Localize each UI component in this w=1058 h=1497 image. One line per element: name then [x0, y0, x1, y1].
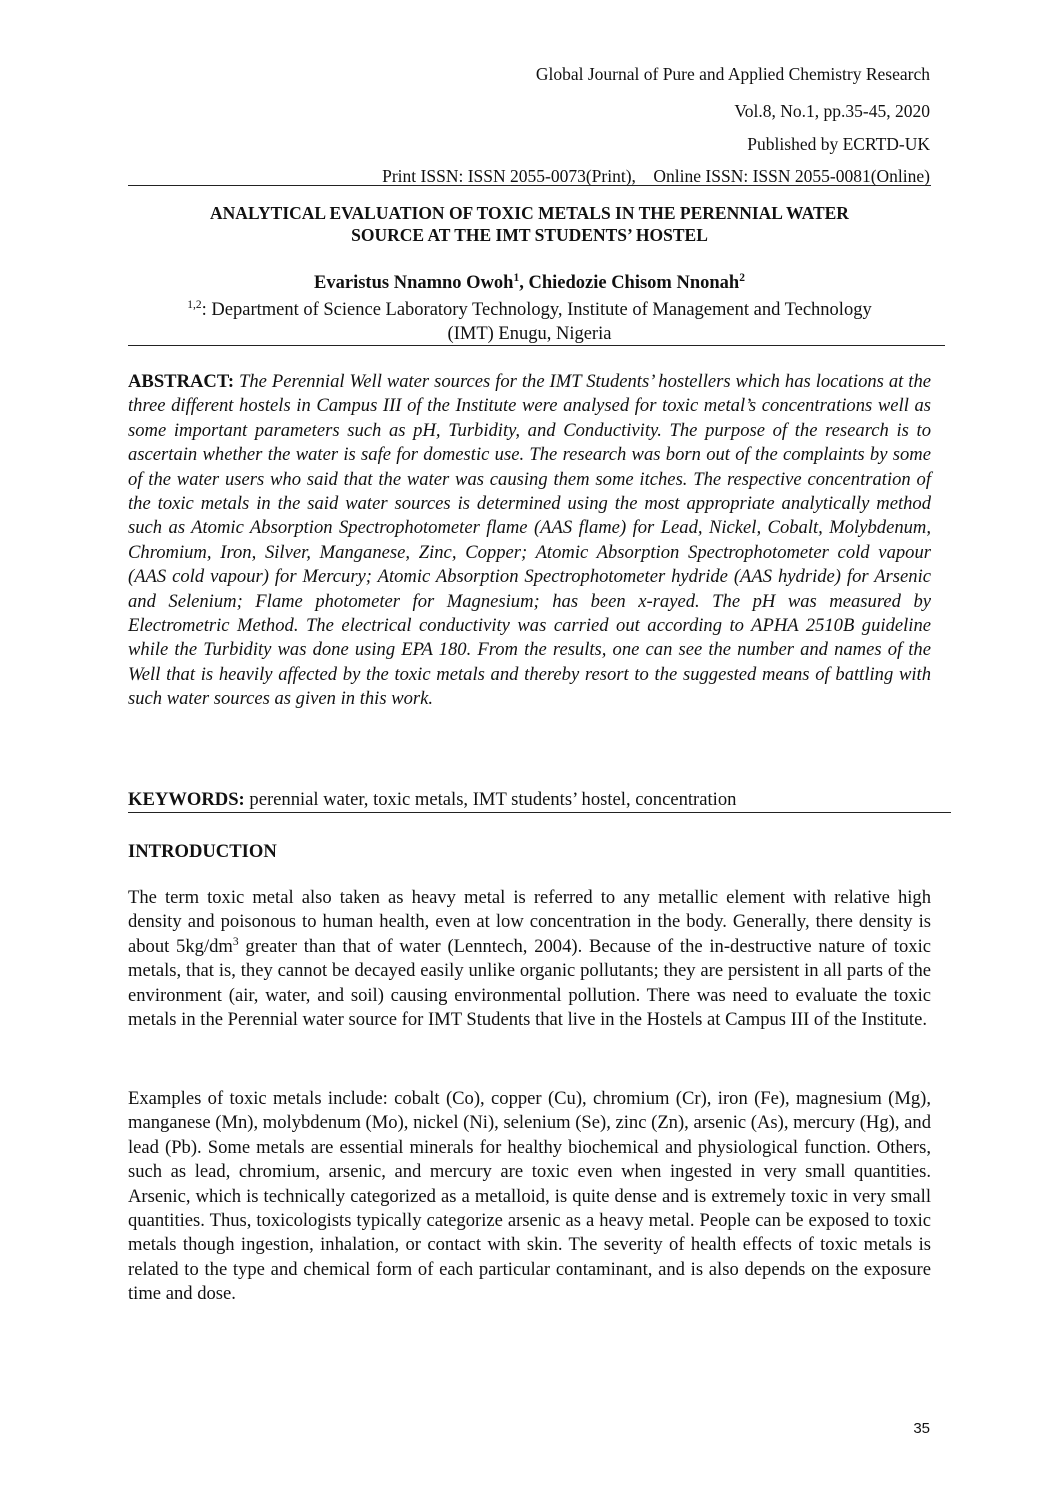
keywords-text: perennial water, toxic metals, IMT students’ hostel, concentration [249, 789, 737, 810]
issn-info: Print ISSN: ISSN 2055-0073(Print), Online ISSN: ISSN 2055-0081(Online) [382, 166, 930, 186]
author-1: Evaristus Nnamno Owoh [314, 273, 514, 293]
author-1-affil-mark: 1 [513, 271, 520, 284]
paper-title [128, 202, 931, 246]
title-line-1: ANALYTICAL EVALUATION OF TOXIC METALS IN THE PERENNIAL WATER [210, 203, 849, 223]
title-line-2: SOURCE AT THE IMT STUDENTS’ HOSTEL [351, 225, 708, 245]
author-2-affil-mark: 2 [739, 271, 745, 284]
intro-paragraph-2: Examples of toxic metals include: cobalt (Co), copper (Cu), chromium (Cr), iron (Fe), magnesium (Mg), manganese (Mn), molybdenum (Mo), nickel (Ni), selenium (Se), zinc (Zn), arsenic (As), mercury (Hg), and lead (Pb). Some metals are essential minerals for healthy biochemical and physiological function. Others, such as lead, chromium, arsenic, and mercury are toxic even when ingested in very small quantities. Arsenic, which is technically categorized as a metalloid, is quite dense and is extremely toxic in very small quantities. Thus, toxicologists typically categorize arsenic as a heavy metal. People can be exposed to toxic metals though ingestion, inhalation, or contact with skin. The severity of health effects of toxic metals is related to the type and chemical form of each particular contaminant, and is also depends on the exposure time and dose. [128, 1088, 931, 1305]
keywords-divider [128, 812, 951, 813]
page-number: 35 [913, 1420, 930, 1437]
intro-p1-superscript: 3 [232, 935, 239, 948]
journal-name: Global Journal of Pure and Applied Chemistry Research [535, 64, 930, 84]
affiliation-line-1: : Department of Science Laboratory Technology, Institute of Management and Technology [201, 300, 872, 320]
publisher-info: Published by ECRTD-UK [747, 134, 930, 154]
intro-paragraph-1 [128, 886, 931, 1032]
author-2: Chiedozie Chisom Nnonah [528, 273, 740, 293]
intro-p1-part-b: greater than that of water (Lenntech, 2004). Because of the in-destructive nature of toxic metals, that is, they cannot be decayed easily unlike organic pollutants; they are persistent in all parts of the environment (air, water, and soil) causing environmental pollution. There was need to evaluate the toxic metals in the Perennial water source for IMT Students that live in the Hostels at Campus III of the Institute. [128, 935, 932, 1031]
header-divider [128, 185, 931, 186]
author-separator: , [519, 273, 529, 293]
affiliation-divider [128, 345, 945, 346]
section-heading-introduction: INTRODUCTION [128, 841, 277, 862]
abstract-text: The Perennial Well water sources for the IMT Students’ hostellers which has locations at the three different hostels in Campus III of the Institute were analysed for toxic metal’s concentrations well as some important parameters such as pH, Turbidity, and Conductivity. The purpose of the research is to ascertain whether the water is safe for domestic use. The research was born out of the complaints by some of the water users who said that the water was causing them some itches. The respective concentration of the toxic metals in the said water sources is determined using the most appropriate analytically method such as Atomic Absorption Spectrophotometer flame (AAS flame) for Lead, Nickel, Cobalt, Molybdenum, Chromium, Iron, Silver, Manganese, Zinc, Copper; Atomic Absorption Spectrophotometer cold vapour (AAS cold vapour) for Mercury; Atomic Absorption Spectrophotometer hydride (AAS hydride) for Arsenic and Selenium; Flame photometer for Magnesium; has been x-rayed. The pH was measured by Electrometric Method. The electrical conductivity was carried out according to APHA 2510B guideline while the Turbidity was done using EPA 180. From the results, one can see the number and names of the Well that is heavily affected by the toxic metals and thereby resort to the suggested means of battling with such water sources as given in this work. [128, 371, 931, 710]
keywords [128, 788, 931, 812]
volume-info: Vol.8, No.1, pp.35-45, 2020 [734, 101, 930, 121]
keywords-label: KEYWORDS: [128, 789, 245, 810]
affiliation-line-2: (IMT) Enugu, Nigeria [447, 324, 612, 344]
author-list [128, 272, 931, 294]
affiliation [128, 298, 931, 346]
intro-p1-part-a: The term toxic metal also taken as heavy metal is referred to any metallic element with relative high density and poisonous to human health, even at low concentration in the body. Generally, there density is about 5kg/dm [128, 887, 931, 957]
abstract [128, 370, 931, 712]
affiliation-mark: 1,2 [187, 298, 202, 311]
abstract-label: ABSTRACT: [128, 371, 235, 392]
